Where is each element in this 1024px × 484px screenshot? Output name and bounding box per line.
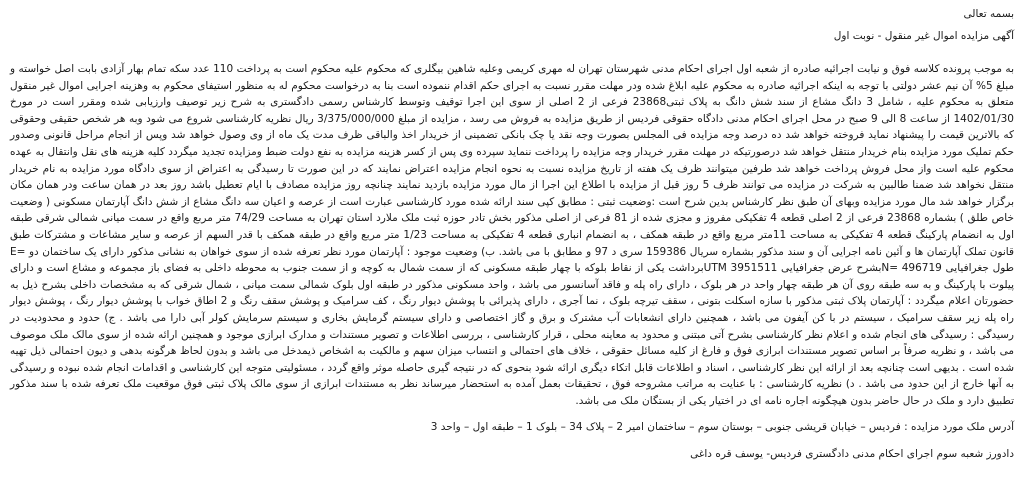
- notice-title: آگهی مزایده اموال غیر منقول - نوبت اول: [833, 30, 1014, 42]
- official-signature-line: دادورز شعبه سوم اجرای احکام مدنی دادگستری فردیس- یوسف قره داغی: [690, 448, 1014, 461]
- notice-body: به موجب پرونده کلاسه فوق و نیابت اجرائیه صادره از شعبه اول اجرای احکام مدنی شهرستان تهران له مهری کریمی وعلیه شاهین بیگلری که محکوم علیه محکوم است به پرداخت 110 عدد سکه تمام بهار آزادی بابت اصل خواسته و مبلغ 5% آن نیم عشر دولتی با توجه به اینکه اجرائیه صادره به محکوم علیه ابلاغ شده ودر مهلت مقرر نسبت به اجرای حکم اقدام ننموده است بنا به درخواست محکوم له به منظور استیفای محکوم به وهزینه اجرایی اموال غیر منقول متعلق به محکوم علیه ، شامل 3 دانگ مشاع از سند شش دانگ به پلاک ثبتی23868 فرعی از 2 اصلی از سوی این اجرا توقیف وتوسط کارشناس رسمی دادگستری به شرح زیر توصیف وارزیابی شده ومقرر است در مورخ 1402/01/30 از ساعت 8 الی 9 صبح در محل اجرای احکام مدنی دادگاه حقوقی فردیس از طریق مزایده به فروش می رسد ، مزایده از مبلغ 3/375/000/000 ریال نظریه کارشناسی شروع می شود وبه هر شخص حقیقی وحقوقی که بالاترین قیمت را پیشنهاد نماید فروخته خواهد شد ده درصد وجه مزایده فی المجلس بصورت وجه نقد یا چک بانکی تضمینی از خریدار اخذ والباقی ظرف مدت یک ماه از وی وصول خواهد شد وپس از انجام مراحل قانونی وصدور حکم تملیک مورد مزایده بنام خریدار منتقل خواهد شد درصورتیکه در مهلت مقرر خریدار وجه مزایده را پرداخت ننماید سپرده وی پس از کسر هزینه مزایده به نفع دولت ضبط ومزایده تجدید میگردد کلیه هزینه های نقل وانتقال به عهده محکوم علیه است واز محل فروش پرداخت خواهد شد طرفین میتوانند ظرف یک هفته از تاریخ مزایده نسبت به نحوه انجام مزایده اعتراض نمایند که در این صورت تا رسیدگی به اعتراض از سوی دادگاه مورد مزایده به نام خریدار منتقل نخواهد شد ضمنا طالبین به شرکت در مزایده می توانند ظرف 5 روز قبل از مزایده با اطلاع این اجرا از مال مورد مزایده بازدید نمایند چنانچه روز مزایده مصادف با ایام تعطیل باشد روز بعد در همان ساعت ودر همان مکان برگزار خواهد شد مال مورد مزایده وبهای آن طبق نظر کارشناس بدین شرح است :وضعیت ثبتی : مطابق کپی سند ارائه شده مورد کارشناسی عبارت است از عرصه و اعیان سه دانگ مشاع از شش دانگ آپارتمان مسکونی ( وضعیت خاص طلق ) بشماره 23868 فرعی از 2 اصلی قطعه 4 تفکیکی مفروز و مجزی شده از 81 فرعی از اصلی مذکور بخش تادر حوزه ثبت ملک ملارد استان تهران به مساحت 74/29 متر مربع واقع در سمت میانی شمالی شرقی طبقه اول به انضمام پارکینگ قطعه 4 تفکیکی به مساحت 11متر مربع واقع در طبقه همکف ، به انضمام انباری قطعه 4 تفکیکی به مساحت 1/23 متر مربع واقع در طبقه همکف با قدر السهم از عرصه و سایر مشاعات و مشترکات طبق قانون تملک آپارتمان ها و آئین نامه اجرایی آن و سند مذکور بشماره سریال 159386 سری د 97 و مطابق با می باشد. ب) وضعیت موجود : آپارتمان مورد نظر تعرفه شده از سوی خواهان به نشانی مذکور دارای یک ساختمان دو =E طول جغرافیایی 496719 =Nبشرح عرض جغرافیایی 3951511 UTMبرداشت یکی از نقاط بلوکه با چهار طبقه مسکونی که از سمت شمال به کوچه و از سمت جنوب به محوطه داخلی به فضای باز مجموعه و مشاع است و دارای پیلوت با پارکینگ و به سه طبقه روی آن هر طبقه چهار واحد در هر بلوک ، دارای راه پله و فاقد آسانسور می باشد ، واحد مسکونی مذکور در طبقه اول بلوک شمالی سمت میانی ، شمال شرقی که به مشخصات داخلی بشرح ذیل به حضورتان اعلام میگردد : آپارتمان پلاک ثبتی مذکور با سازه اسکلت بتونی ، سقف تیرچه بلوک ، نما آجری ، دارای پذیرائی با پوشش دیوار رنگ ، کف سرامیک و پوشش سقف رنگ و 2 اطاق خواب با پوشش دیوار رنگ ، پوشش دیوار راه پله زیر سقف سرامیک ، سیستم در با کن آیفون می باشد ، همچنین دارای انشعابات آب مشترک و برق و گاز اختصاصی و دارای سیستم گرمایش بخاری و سیستم سرمایش کولر آبی دارا می باشد . ج) حدود و محدودیت در رسیدگی : رسیدگی های انجام شده و اعلام نظر کارشناسی بشرح آتی مبتنی و محدود به معاینه محلی ، قرار کارشناسی ، بررسی اطلاعات و تصویر مستندات و مدارک ابرازی موجود و همچنین ارائه شده از سوی مالک ملک موصوف می باشد ، و نظریه صرفاً بر اساس تصویر مستندات ابرازی فوق و فارغ از کلیه مسائل حقوقی ، خلاف های احتمالی و انتساب میزان سهم و مالکیت به اشخاص ذیمدخل می باشد و بدون لحاظ هرگونه بدهی و دیون احتمالی ذیل تهیه شده است . بدیهی است چنانچه بعد از ارائه این نظر کارشناسی ، اسناد و اطلاعات قابل اتکاء دیگری ارائه شود بنحوی که در نتیجه گیری حاصله موثر واقع گردد ، مسئولیتی متوجه این کارشناسی و اقدامات انجام شده نبوده و رسیدگی به آنها خارج از این حدود می باشد . د) نظریه کارشناسی : با عنایت به مراتب مشروحه فوق ، تحقیقات بعمل آمده به استحضار میرساند نظر به مستندات ابرازی از سوی مالک پلاک ثبتی فوق موقعیت ملک تعرفه شده با سند مذکور تطبیق دارد و ملک در حال حاضر بدون هیچگونه اجاره نامه ای در اختیار یکی از بستگان ملک می باشد.: [10, 63, 1015, 407]
- basmala-heading: بسمه تعالی: [963, 8, 1014, 20]
- property-address: آدرس ملک مورد مزایده : فردیس – خیابان قریشی جنوبی – بوستان سوم – ساختمان امیر 2 – پلاک 34 – بلوک 1 – طبقه اول – واحد 3: [430, 421, 1014, 434]
